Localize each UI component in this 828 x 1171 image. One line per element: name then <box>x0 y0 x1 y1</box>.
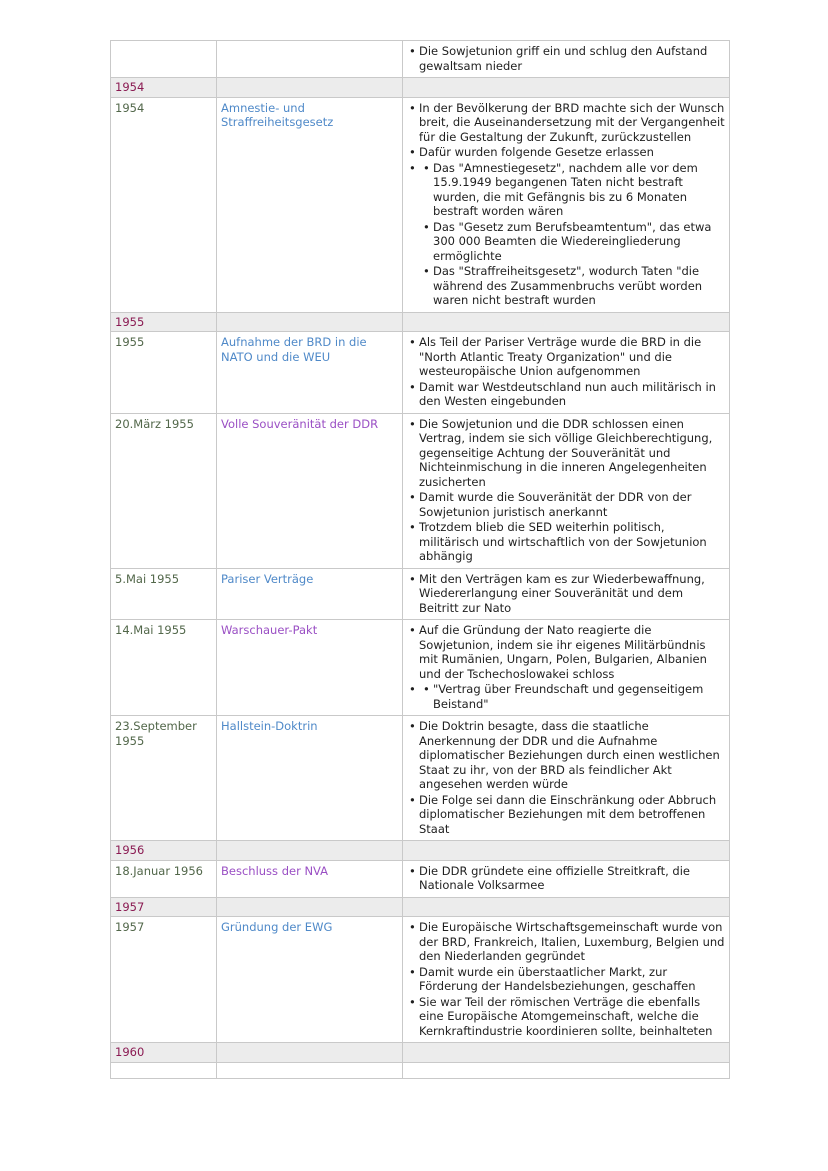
event-title: Gründung der EWG <box>221 920 333 934</box>
year-label: 1956 <box>115 843 145 857</box>
empty-cell <box>403 897 730 917</box>
year-cell <box>111 897 217 917</box>
description-cell <box>403 860 730 897</box>
bullet-item: • Trotzdem blieb die SED weiterhin politisch, militärisch und wirtschaftlich von der Sowjetunion abhängig <box>419 520 725 564</box>
event-title-cell <box>217 716 403 841</box>
date-cell: 20.März 1955 <box>111 413 217 568</box>
description-cell <box>403 97 730 312</box>
event-title: Amnestie- und Straffreiheitsgesetz <box>221 100 334 129</box>
sub-bullet-list <box>419 682 725 711</box>
bullet-item: • Auf die Gründung der Nato reagierte die Sowjetunion, indem sie ihr eigenes Militärbündnis mit Rumänien, Ungarn, Polen, Bulgarien, Albanien und der Tschechoslowakei schloss <box>419 623 725 681</box>
description-cell <box>403 917 730 1043</box>
table-row <box>111 41 730 78</box>
table-row <box>111 620 730 716</box>
bullet-item: • Damit wurde die Souveränität der DDR von der Sowjetunion juristisch anerkannt <box>419 490 725 519</box>
bullet-item: • Als Teil der Pariser Verträge wurde die BRD in die "North Atlantic Treaty Organization" und die westeuropäische Union aufgenommen <box>419 335 725 379</box>
event-title: Beschluss der NVA <box>221 863 329 878</box>
empty-cell <box>217 897 403 917</box>
year-label: 1957 <box>115 899 145 914</box>
year-cell <box>111 78 217 98</box>
event-title: Hallstein-Doktrin <box>221 719 318 733</box>
sub-bullet-item: • Das "Gesetz zum Berufsbeamtentum", das etwa 300 000 Beamten die Wiedereingliederung ermöglichte <box>433 220 725 264</box>
table-row <box>111 716 730 841</box>
bullet-list <box>407 417 725 564</box>
date-cell: 5.Mai 1955 <box>111 568 217 620</box>
bullet-item: • Die Doktrin besagte, dass die staatliche Anerkennung der DDR und die Aufnahme diplomatischer Beziehungen durch einen westlichen Staat zu ihr, von der BRD als feindlicher Akt angesehen werden würde <box>419 719 725 792</box>
bullet-list <box>407 44 725 73</box>
year-row <box>111 312 730 332</box>
bullet-item: • Mit den Verträgen kam es zur Wiederbewaffnung, Wiedererlangung einer Souveränität und dem Beitritt zur Nato <box>419 572 725 616</box>
year-label: 1954 <box>115 80 145 94</box>
description-cell <box>403 620 730 716</box>
year-cell <box>111 1043 217 1063</box>
event-title-cell <box>217 41 403 78</box>
event-title: Warschauer-Pakt <box>221 623 318 637</box>
bullet-list <box>407 101 725 308</box>
bullet-item: • Die DDR gründete eine offizielle Streitkraft, die Nationale Volksarmee <box>419 864 725 893</box>
bullet-item: • Sie war Teil der römischen Verträge die ebenfalls eine Europäische Atomgemeinschaft, welche die Kernkraftindustrie koordinieren sollte, beinhalteten <box>419 995 725 1039</box>
bullet-item: • Damit wurde ein überstaatlicher Markt, zur Förderung der Handelsbeziehungen, geschaffen <box>419 965 725 994</box>
table-row <box>111 860 730 897</box>
year-row <box>111 897 730 917</box>
bullet-item: • Die Folge sei dann die Einschränkung oder Abbruch diplomatischer Beziehungen mit dem betroffenen Staat <box>419 793 725 837</box>
year-cell <box>111 841 217 861</box>
table-row <box>111 413 730 568</box>
date-cell: 14.Mai 1955 <box>111 620 217 716</box>
year-row <box>111 78 730 98</box>
sub-bullet-item: • • Das "Amnestiegesetz", nachdem alle vor dem 15.9.1949 begangenen Taten nicht bestraft wurden, die mit Gefängnis bis zu 6 Monaten bestraft worden wären <box>433 161 725 219</box>
bullet-list <box>407 920 725 1038</box>
event-title-cell <box>217 917 403 1043</box>
bullet-list <box>407 623 725 711</box>
year-row <box>111 1043 730 1063</box>
bullet-item: • Dafür wurden folgende Gesetze erlassen <box>419 145 725 160</box>
event-title: Aufnahme der BRD in die NATO und die WEU <box>221 335 367 364</box>
empty-cell <box>403 841 730 861</box>
timeline-body <box>111 41 730 1079</box>
date-cell: 1957 <box>111 917 217 1043</box>
description-cell <box>403 716 730 841</box>
description-cell <box>403 332 730 414</box>
empty-cell <box>111 1062 217 1078</box>
event-title-cell <box>217 620 403 716</box>
event-title-cell <box>217 332 403 414</box>
bullet-list <box>407 572 725 616</box>
sub-bullet-item: • • "Vertrag über Freundschaft und gegenseitigem Beistand" <box>433 682 725 711</box>
empty-cell <box>217 1043 403 1063</box>
empty-cell <box>217 78 403 98</box>
empty-cell <box>217 312 403 332</box>
bullet-item: • In der Bevölkerung der BRD machte sich der Wunsch breit, die Auseinandersetzung mit der Vergangenheit für die Gestaltung der Zukunft, zurückzustellen <box>419 101 725 145</box>
bullet-item: • Damit war Westdeutschland nun auch militärisch in den Westen eingebunden <box>419 380 725 409</box>
timeline-table <box>110 40 730 1079</box>
date-cell: 18.Januar 1956 <box>111 860 217 897</box>
table-row <box>111 1062 730 1078</box>
table-row <box>111 97 730 312</box>
empty-cell <box>403 1062 730 1078</box>
bullet-list <box>407 719 725 836</box>
date-cell: 1954 <box>111 97 217 312</box>
empty-cell <box>217 1062 403 1078</box>
description-cell <box>403 568 730 620</box>
bullet-list <box>407 335 725 409</box>
event-title: Pariser Verträge <box>221 571 314 586</box>
year-cell <box>111 312 217 332</box>
bullet-item: • Die Sowjetunion und die DDR schlossen einen Vertrag, indem sie sich völlige Gleichberechtigung, gegenseitige Achtung der Souveränität und Nichteinmischung in die inneren Angelegenheiten zusicherten <box>419 417 725 490</box>
event-title: Volle Souveränität der DDR <box>221 416 379 431</box>
bullet-list <box>407 864 725 893</box>
date-cell <box>111 41 217 78</box>
year-row <box>111 841 730 861</box>
table-row <box>111 568 730 620</box>
description-cell <box>403 41 730 78</box>
event-title-cell <box>217 568 403 620</box>
year-label: 1960 <box>115 1045 145 1059</box>
sub-list-holder <box>419 161 725 308</box>
event-title-cell <box>217 97 403 312</box>
empty-cell <box>217 841 403 861</box>
event-title-cell <box>217 860 403 897</box>
date-cell: 23.September 1955 <box>111 716 217 841</box>
empty-cell <box>403 312 730 332</box>
table-row <box>111 332 730 414</box>
empty-cell <box>403 1043 730 1063</box>
sub-list-holder <box>419 682 725 711</box>
description-cell <box>403 413 730 568</box>
sub-bullet-list <box>419 161 725 308</box>
date-cell: 1955 <box>111 332 217 414</box>
event-title-cell <box>217 413 403 568</box>
empty-cell <box>403 78 730 98</box>
year-label: 1955 <box>115 314 145 329</box>
bullet-item: • Die Sowjetunion griff ein und schlug den Aufstand gewaltsam nieder <box>419 44 725 73</box>
bullet-item: • Die Europäische Wirtschaftsgemeinschaft wurde von der BRD, Frankreich, Italien, Luxemburg, Belgien und den Niederlanden gegründet <box>419 920 725 964</box>
table-row <box>111 917 730 1043</box>
sub-bullet-item: • Das "Straffreiheitsgesetz", wodurch Taten "die während des Zusammenbruchs verübt worden waren nicht bestraft wurden <box>433 264 725 308</box>
